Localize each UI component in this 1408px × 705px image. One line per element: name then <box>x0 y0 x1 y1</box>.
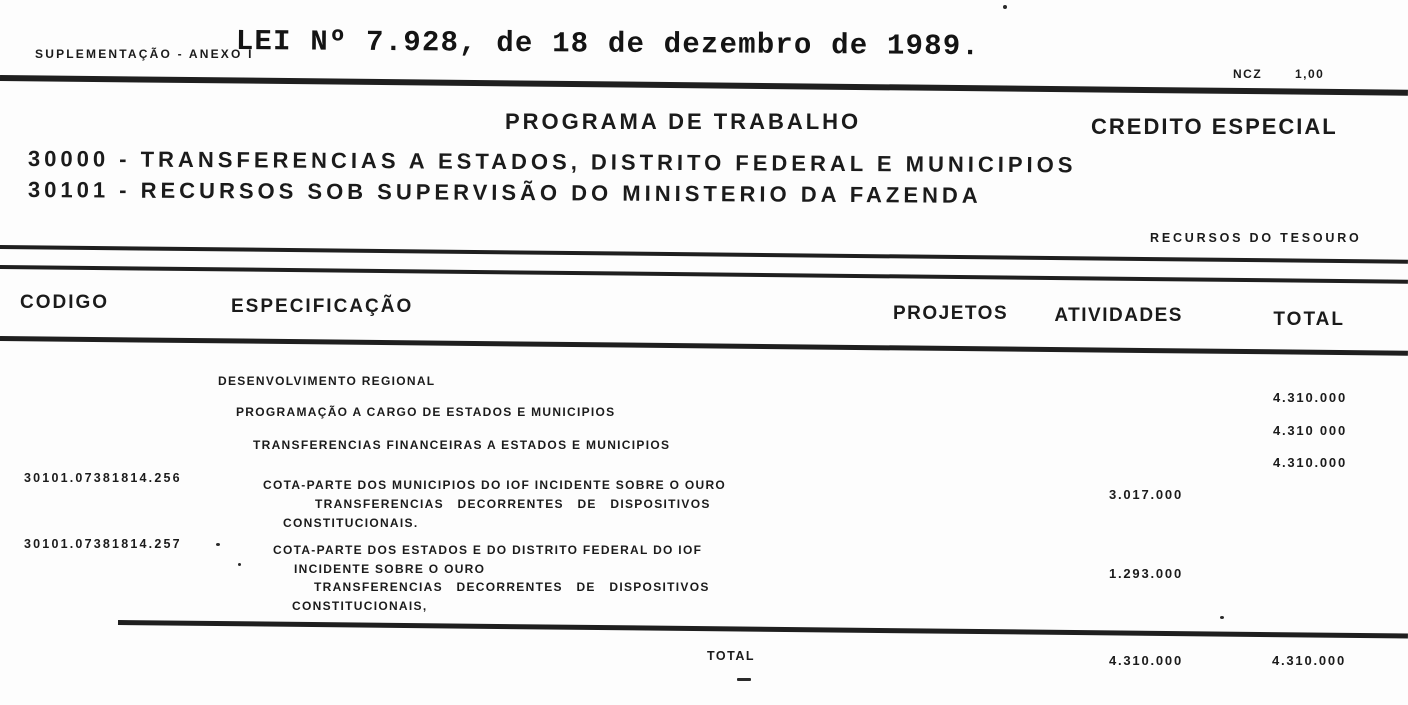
horizontal-rule-resources-1 <box>0 245 1408 264</box>
column-header-total: TOTAL <box>1273 309 1345 330</box>
row-codigo: 30101.07381814.256 <box>24 471 182 485</box>
row-atividades-value: 3.017.000 <box>1108 487 1183 502</box>
row-especificacao: PROGRAMAÇÃO A CARGO DE ESTADOS E MUNICIPIOS <box>236 405 616 419</box>
row-especificacao: DESENVOLVIMENTO REGIONAL <box>218 374 436 388</box>
descricao-line: COTA-PARTE DOS MUNICIPIOS DO IOF INCIDENTE SOBRE O OURO <box>263 478 727 492</box>
currency-note: NCZ 1,00 <box>1233 67 1325 81</box>
grand-total-value: 4.310.000 <box>1271 653 1346 668</box>
law-title: LEI Nº 7.928, de 18 de dezembro de 1989. <box>235 25 981 64</box>
scan-speck <box>1220 616 1224 619</box>
row-descricao <box>263 541 710 615</box>
agency-line-30000: 30000 - TRANSFERENCIAS A ESTADOS, DISTRITO FEDERAL E MUNICIPIOS <box>27 146 1077 178</box>
row-total-value: 4.310.000 <box>1272 455 1347 470</box>
descricao-line: INCIDENTE SOBRE O OURO <box>294 561 486 576</box>
scan-speck <box>216 543 220 546</box>
annex-label: SUPLEMENTAÇÃO - ANEXO I <box>35 47 254 61</box>
descricao-line: CONSTITUCIONAIS. <box>283 516 419 530</box>
resources-label: RECURSOS DO TESOURO <box>1150 231 1362 245</box>
scan-dash <box>737 678 751 681</box>
column-header-codigo: CODIGO <box>20 292 110 313</box>
grand-total-label: TOTAL <box>707 649 756 663</box>
row-especificacao: TRANSFERENCIAS FINANCEIRAS A ESTADOS E MUNICIPIOS <box>253 438 671 452</box>
agency-line-30101: 30101 - RECURSOS SOB SUPERVISÃO DO MINISTERIO DA FAZENDA <box>27 177 982 208</box>
descricao-line: TRANSFERENCIAS DECORRENTES DE DISPOSITIVOS <box>315 497 711 511</box>
descricao-line: TRANSFERENCIAS DECORRENTES DE DISPOSITIVOS <box>314 580 710 594</box>
horizontal-rule-header <box>0 336 1408 356</box>
column-header-especificacao: ESPECIFICAÇÃO <box>231 296 414 317</box>
program-title: PROGRAMA DE TRABALHO <box>505 109 862 134</box>
row-codigo: 30101.07381814.257 <box>24 537 182 551</box>
descricao-line: COTA-PARTE DOS ESTADOS E DO DISTRITO FEDERAL DO IOF <box>273 543 703 557</box>
grand-total-atividades: 4.310.000 <box>1108 653 1183 668</box>
horizontal-rule-footer <box>118 620 1408 639</box>
horizontal-rule-top <box>0 75 1408 96</box>
scan-speck <box>1003 5 1007 9</box>
column-header-atividades: ATIVIDADES <box>1054 305 1183 326</box>
scan-speck <box>238 563 241 566</box>
row-descricao <box>263 476 726 533</box>
row-total-value: 4.310.000 <box>1272 390 1347 405</box>
row-atividades-value: 1.293.000 <box>1108 566 1183 581</box>
row-total-value: 4.310 000 <box>1272 423 1347 438</box>
column-header-projetos: PROJETOS <box>893 303 1009 324</box>
descricao-line: CONSTITUCIONAIS, <box>292 598 428 613</box>
horizontal-rule-resources-2 <box>0 265 1408 284</box>
credit-type-label: CREDITO ESPECIAL <box>1091 114 1338 139</box>
